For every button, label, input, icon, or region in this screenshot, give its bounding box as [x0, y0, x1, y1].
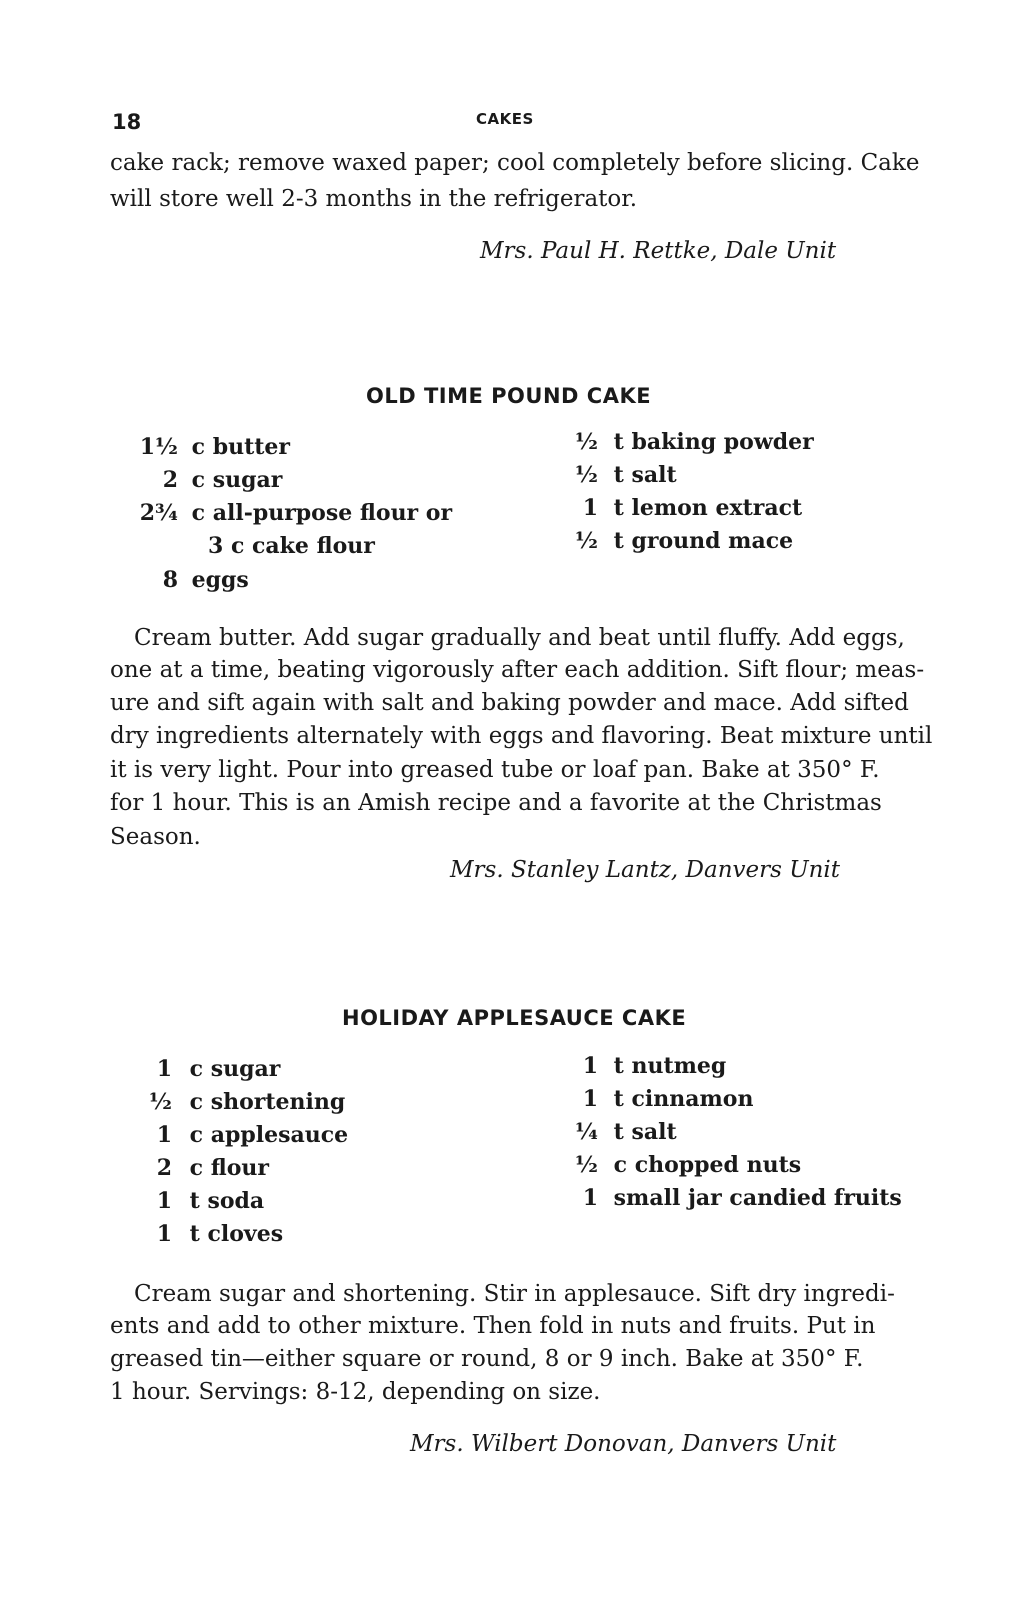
ingredient-qty: ½ [149, 1089, 172, 1115]
ingredient-row [132, 1221, 283, 1247]
ingredient-qty: 2 [162, 467, 178, 493]
ingredient-row [208, 533, 375, 559]
ingredient-qty: 1 [582, 1053, 598, 1079]
ingredient-item: c all-purpose flour or [191, 500, 453, 526]
recipe-signature: Mrs. Stanley Lantz, Danvers Unit [450, 857, 841, 883]
ingredient-item: c applesauce [189, 1122, 349, 1148]
ingredient-qty: 1 [582, 1086, 598, 1112]
ingredient-row [132, 1122, 348, 1148]
ingredient-qty: ½ [575, 462, 598, 488]
ingredient-item: t cloves [189, 1221, 284, 1247]
ingredient-item: t soda [189, 1188, 265, 1214]
instruction-line: Cream butter. Add sugar gradually and beat until fluffy. Add eggs, [134, 625, 905, 651]
ingredient-item: 3 c cake flour [208, 533, 375, 559]
ingredient-row [562, 429, 814, 455]
instruction-line: 1 hour. Servings: 8-12, depending on size. [110, 1379, 601, 1405]
recipe-title: OLD TIME POUND CAKE [366, 384, 652, 408]
ingredient-row [558, 1152, 801, 1178]
ingredient-qty: 1 [156, 1188, 172, 1214]
ingredient-item: t salt [613, 462, 677, 488]
ingredient-qty: 1 [582, 1185, 598, 1211]
ingredient-row [558, 1119, 677, 1145]
ingredient-item: c sugar [189, 1056, 281, 1082]
ingredient-row [132, 1155, 269, 1181]
ingredient-row [562, 495, 802, 521]
ingredient-row [562, 462, 677, 488]
ingredient-qty: ¼ [575, 1119, 598, 1145]
ingredient-row [562, 528, 793, 554]
ingredient-item: c chopped nuts [613, 1152, 802, 1178]
instruction-line: one at a time, beating vigorously after each addition. Sift flour; meas- [110, 657, 925, 683]
recipe-title: HOLIDAY APPLESAUCE CAKE [342, 1006, 687, 1030]
instruction-line: greased tin—either square or round, 8 or 9 inch. Bake at 350° F. [110, 1346, 864, 1372]
ingredient-row [558, 1185, 902, 1211]
ingredient-row [132, 567, 249, 593]
ingredient-row [132, 467, 282, 493]
ingredient-qty: 8 [162, 567, 178, 593]
ingredient-item: small jar candied fruits [613, 1185, 902, 1211]
instruction-line: for 1 hour. This is an Amish recipe and a favorite at the Christmas [110, 790, 882, 816]
ingredient-item: c shortening [189, 1089, 346, 1115]
ingredient-row [132, 434, 290, 460]
ingredient-qty: 1 [156, 1221, 172, 1247]
page-number: 18 [112, 110, 142, 134]
ingredient-qty: 2¾ [139, 500, 178, 526]
text-line: will store well 2-3 months in the refrigerator. [110, 186, 638, 212]
instruction-line: ents and add to other mixture. Then fold in nuts and fruits. Put in [110, 1313, 876, 1339]
ingredient-item: t ground mace [613, 528, 794, 554]
section-title: CAKES [476, 110, 534, 128]
ingredient-row [558, 1053, 726, 1079]
instruction-line: it is very light. Pour into greased tube or loaf pan. Bake at 350° F. [110, 757, 880, 783]
ingredient-item: t lemon extract [613, 495, 803, 521]
ingredient-qty: 1 [156, 1056, 172, 1082]
ingredient-item: c flour [189, 1155, 269, 1181]
ingredient-item: t cinnamon [613, 1086, 754, 1112]
instruction-line: Cream sugar and shortening. Stir in applesauce. Sift dry ingredi- [134, 1281, 895, 1307]
ingredient-qty: 1 [156, 1122, 172, 1148]
ingredient-qty: ½ [575, 528, 598, 554]
ingredient-row [132, 1089, 345, 1115]
recipe-signature: Mrs. Wilbert Donovan, Danvers Unit [410, 1431, 837, 1457]
ingredient-row [558, 1086, 753, 1112]
ingredient-row [132, 500, 452, 526]
instruction-line: Season. [110, 824, 201, 850]
ingredient-qty: 1 [582, 495, 598, 521]
ingredient-row [132, 1188, 264, 1214]
instruction-line: dry ingredients alternately with eggs and flavoring. Beat mixture until [110, 723, 933, 749]
ingredient-item: t salt [613, 1119, 677, 1145]
ingredient-qty: ½ [575, 429, 598, 455]
recipe-signature: Mrs. Paul H. Rettke, Dale Unit [480, 238, 837, 264]
ingredient-item: t baking powder [613, 429, 814, 455]
text-line: cake rack; remove waxed paper; cool completely before slicing. Cake [110, 150, 920, 176]
ingredient-row [132, 1056, 280, 1082]
ingredient-qty: 2 [156, 1155, 172, 1181]
ingredient-item: c butter [191, 434, 291, 460]
instruction-line: ure and sift again with salt and baking powder and mace. Add sifted [110, 690, 909, 716]
ingredient-qty: ½ [575, 1152, 598, 1178]
ingredient-item: c sugar [191, 467, 283, 493]
ingredient-item: t nutmeg [613, 1053, 727, 1079]
ingredient-qty: 1½ [139, 434, 178, 460]
ingredient-item: eggs [191, 567, 249, 593]
